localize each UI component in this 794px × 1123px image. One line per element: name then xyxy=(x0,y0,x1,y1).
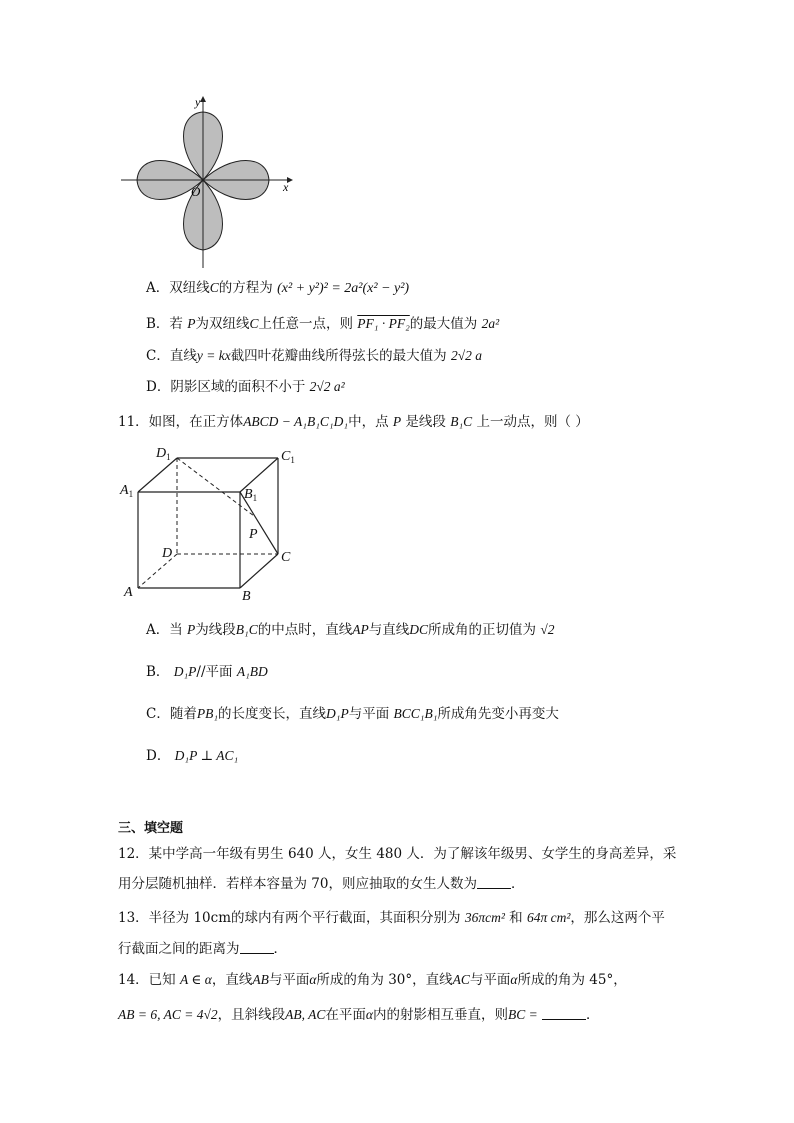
segment: PB₁ xyxy=(196,706,219,721)
q14-answer-blank[interactable] xyxy=(542,1007,586,1020)
math-p: P xyxy=(392,414,402,429)
q11-option-b xyxy=(146,660,268,680)
math-p: P xyxy=(187,316,196,331)
q12-line2 xyxy=(118,872,524,892)
q14-text: 14．已知 xyxy=(118,972,180,988)
option-text: 所成角的正切值为 xyxy=(428,622,541,638)
segment: B₁C xyxy=(235,622,258,637)
option-text: 直线 xyxy=(169,348,197,364)
edge-bc xyxy=(240,554,278,588)
label-c: C xyxy=(281,550,291,565)
q14-text: 与平面 xyxy=(268,972,310,988)
option-letter: B． xyxy=(146,664,170,680)
q13-line1 xyxy=(118,906,665,926)
q11-option-a xyxy=(146,618,554,638)
origin-label: O xyxy=(191,184,201,199)
option-text: 的方程为 xyxy=(218,280,273,296)
option-text: 若 xyxy=(169,316,188,332)
label-b1: $B_1$ xyxy=(244,487,258,503)
option-text: 与直线 xyxy=(368,622,410,638)
four-leaf-figure xyxy=(115,92,305,270)
option-text: 双纽线 xyxy=(169,280,210,296)
option-letter: A． xyxy=(146,622,170,638)
option-letter: C． xyxy=(146,348,170,364)
plane-alpha: α xyxy=(510,972,518,987)
plane-alpha: α xyxy=(309,972,317,987)
q11-stem xyxy=(118,410,589,430)
formula: (x² + y²)² = 2a²(x² − y²) xyxy=(277,281,410,296)
q10-option-a xyxy=(146,276,409,297)
option-text: 上任意一点，则 xyxy=(258,316,358,332)
given-lengths: AB = 6, AC = 4√2 xyxy=(118,1007,218,1022)
stem-text: 是线段 xyxy=(405,414,446,430)
option-text: 为双纽线 xyxy=(195,316,250,332)
edge-a1d1 xyxy=(138,458,177,492)
label-d: D xyxy=(162,546,173,561)
condition: A ∈ α xyxy=(179,972,212,987)
q13-end: ． xyxy=(273,941,287,957)
option-text: 截四叶花瓣曲线所得弦长的最大值为 xyxy=(230,348,451,364)
option-text: 的长度变长，直线 xyxy=(218,706,327,722)
segment: B₁C xyxy=(450,414,473,429)
label-d1: $D_1$ xyxy=(156,446,171,462)
label-a: A xyxy=(124,585,133,600)
plane: A₁BD xyxy=(236,664,268,679)
vector-product: PF₁ · PF₂ xyxy=(357,316,410,331)
q13-line2 xyxy=(118,937,287,957)
stem-text: 中，点 xyxy=(348,414,389,430)
q12-line1: 12．某中学高一年级有男生 640 人，女生 480 人．为了解该年级男、女学生的身高差异，采 xyxy=(118,846,677,862)
q14-text: 所成的角为 30°，直线 xyxy=(316,972,453,988)
option-text: 当 xyxy=(169,622,188,638)
relation: D₁P ⊥ AC₁ xyxy=(174,748,239,763)
q12-text: 用分层随机抽样．若样本容量为 70，则应抽取的女生人数为 xyxy=(118,876,477,892)
q13-answer-blank[interactable] xyxy=(240,941,274,954)
option-letter: D． xyxy=(146,379,171,395)
vertex-labels xyxy=(119,446,295,604)
math-c: C xyxy=(209,280,219,295)
segment: D₁P xyxy=(173,664,197,679)
cube-figure xyxy=(118,440,308,606)
q13-text: 和 xyxy=(504,910,527,926)
option-text: 随着 xyxy=(169,706,197,722)
q14-text: 所成的角为 45°， xyxy=(517,972,627,988)
value: √2 xyxy=(540,622,555,637)
q12-answer-blank[interactable] xyxy=(477,876,511,889)
option-letter: C． xyxy=(146,706,170,722)
q10-option-c xyxy=(146,344,482,364)
plane: BCC₁B₁ xyxy=(393,706,438,721)
q14-text: 与平面 xyxy=(469,972,511,988)
math-p: P xyxy=(187,622,196,637)
q10-option-d xyxy=(146,375,345,395)
stem-text: 11．如图，在正方体 xyxy=(118,414,244,430)
line-ab: AB xyxy=(252,972,269,987)
q14-text: 在平面 xyxy=(325,1007,366,1023)
y-axis-label: y xyxy=(195,95,201,109)
segments: AB, AC xyxy=(285,1007,326,1022)
q14-text: ，直线 xyxy=(211,972,253,988)
value: 2√2 a² xyxy=(309,379,345,394)
math-c: C xyxy=(249,316,259,331)
option-letter: A． xyxy=(146,280,170,296)
plane-alpha: α xyxy=(365,1007,373,1022)
option-text: 与平面 xyxy=(348,706,390,722)
q14-line1 xyxy=(118,968,627,988)
label-c1: $C_1$ xyxy=(281,449,295,465)
q10-option-b xyxy=(146,312,499,332)
option-text: 阴影区域的面积不小于 xyxy=(170,379,310,395)
q14-text: ，且斜线段 xyxy=(217,1007,286,1023)
q11-option-d xyxy=(146,744,238,764)
q13-text: 行截面之间的距离为 xyxy=(118,941,240,957)
option-letter: B． xyxy=(146,316,170,332)
segment-d1p xyxy=(177,458,254,516)
y-axis-arrow xyxy=(200,96,206,102)
value: 2√2 a xyxy=(450,348,483,363)
option-text: 的最大值为 xyxy=(409,316,482,332)
stem-text: 上一动点，则（ ） xyxy=(476,414,589,430)
option-text: 所成角先变小再变大 xyxy=(437,706,559,722)
area1: 36πcm² xyxy=(464,910,505,925)
line-ap: AP xyxy=(352,622,369,637)
section-title: 三、填空题 xyxy=(118,821,184,836)
q11-option-c xyxy=(146,702,559,722)
line-ac: AC xyxy=(452,972,470,987)
option-text: 为线段 xyxy=(195,622,236,638)
label-a1: $A_1$ xyxy=(120,483,134,499)
q13-text: ，那么这两个平 xyxy=(570,910,665,926)
x-axis-label: x xyxy=(283,180,289,194)
bc-label: BC = xyxy=(507,1007,538,1022)
q12-end: ． xyxy=(510,876,525,892)
q14-end: ． xyxy=(586,1007,600,1023)
option-text: //平面 xyxy=(196,664,233,680)
q14-text: 内的射影相互垂直，则 xyxy=(372,1007,508,1023)
q13-text: 13．半径为 10cm的球内有两个平行截面，其面积分别为 xyxy=(118,910,465,926)
cube-edges xyxy=(138,458,278,588)
cube-name: ABCD − A₁B₁C₁D₁ xyxy=(243,414,349,429)
label-b: B xyxy=(242,589,251,604)
formula: y = kx xyxy=(196,348,231,363)
value: 2a² xyxy=(481,316,500,331)
line-dc: DC xyxy=(409,622,429,637)
line: D₁P xyxy=(326,706,349,721)
option-letter: D． xyxy=(146,748,171,764)
area2: 64π cm² xyxy=(526,910,571,925)
label-p: P xyxy=(249,527,258,542)
q14-line2 xyxy=(118,1003,600,1023)
option-text: 的中点时，直线 xyxy=(257,622,353,638)
